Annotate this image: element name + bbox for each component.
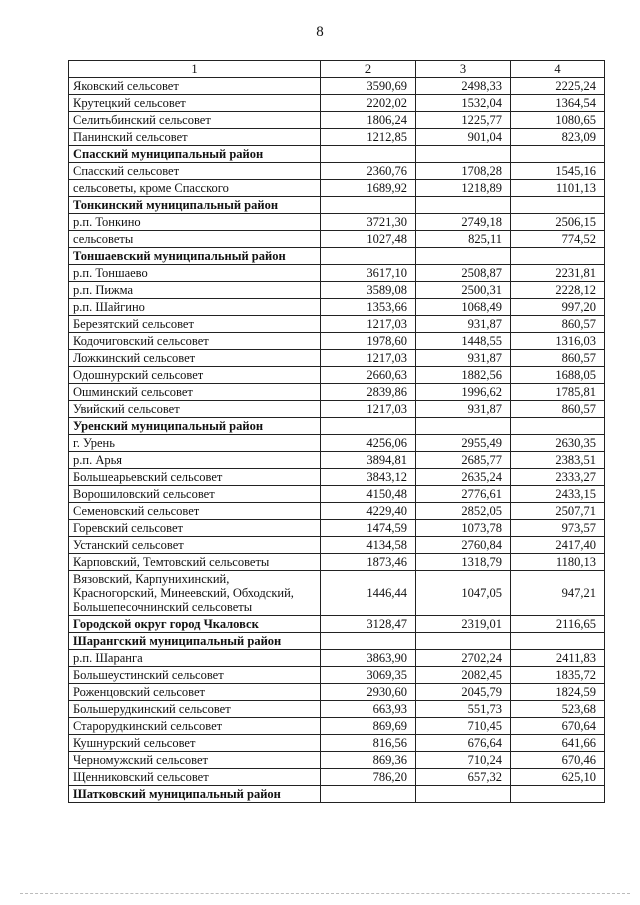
cell-name: Черномужский сельсовет — [69, 752, 321, 769]
cell-value-c3: 931,87 — [416, 316, 511, 333]
cell-value-c2: 2360,76 — [321, 163, 416, 180]
table-row — [69, 667, 605, 684]
cell-value-c4: 860,57 — [511, 401, 605, 418]
cell-value-c3: 710,45 — [416, 718, 511, 735]
cell-name: Яковский сельсовет — [69, 78, 321, 95]
table-row — [69, 486, 605, 503]
cell-value-c2: 3128,47 — [321, 616, 416, 633]
cell-value-c4: 2383,51 — [511, 452, 605, 469]
cell-value-c2: 1978,60 — [321, 333, 416, 350]
cell-value-c2: 3863,90 — [321, 650, 416, 667]
cell-value-c4: 823,09 — [511, 129, 605, 146]
cell-value-c2: 869,69 — [321, 718, 416, 735]
cell-value-c3: 2635,24 — [416, 469, 511, 486]
cell-value-c2: 1217,03 — [321, 316, 416, 333]
cell-name: р.п. Пижма — [69, 282, 321, 299]
cell-value-c2: 1212,85 — [321, 129, 416, 146]
cell-value-c2: 816,56 — [321, 735, 416, 752]
cell-value-c4: 1545,16 — [511, 163, 605, 180]
cell-value-c3: 1882,56 — [416, 367, 511, 384]
cell-value-c2: 4229,40 — [321, 503, 416, 520]
cell-name: Устанский сельсовет — [69, 537, 321, 554]
page-bottom-edge — [20, 893, 630, 894]
cell-value-c4: 1785,81 — [511, 384, 605, 401]
cell-name: Кодочиговский сельсовет — [69, 333, 321, 350]
table-row — [69, 316, 605, 333]
cell-name: Ошминский сельсовет — [69, 384, 321, 401]
table-row — [69, 735, 605, 752]
table-row — [69, 333, 605, 350]
table-row — [69, 684, 605, 701]
table-row — [69, 650, 605, 667]
cell-value-c4 — [511, 248, 605, 265]
cell-value-c2 — [321, 633, 416, 650]
cell-name: Березятский сельсовет — [69, 316, 321, 333]
cell-value-c3: 825,11 — [416, 231, 511, 248]
cell-value-c2: 2660,63 — [321, 367, 416, 384]
cell-value-c4: 641,66 — [511, 735, 605, 752]
table-row — [69, 769, 605, 786]
cell-value-c2: 1446,44 — [321, 571, 416, 616]
cell-value-c2: 4150,48 — [321, 486, 416, 503]
cell-name: Семеновский сельсовет — [69, 503, 321, 520]
cell-value-c2: 1873,46 — [321, 554, 416, 571]
cell-value-c4: 1364,54 — [511, 95, 605, 112]
table-row — [69, 384, 605, 401]
cell-value-c4: 1835,72 — [511, 667, 605, 684]
section-row — [69, 633, 605, 650]
cell-value-c3: 2500,31 — [416, 282, 511, 299]
cell-name: Горевский сельсовет — [69, 520, 321, 537]
cell-value-c4: 523,68 — [511, 701, 605, 718]
cell-name: сельсоветы — [69, 231, 321, 248]
cell-name: Кушнурский сельсовет — [69, 735, 321, 752]
table-row — [69, 350, 605, 367]
cell-name: Старорудкинский сельсовет — [69, 718, 321, 735]
cell-name: Спасский муниципальный район — [69, 146, 321, 163]
cell-value-c3: 2319,01 — [416, 616, 511, 633]
table-row — [69, 752, 605, 769]
table-row — [69, 231, 605, 248]
header-cell-2: 2 — [321, 61, 416, 78]
cell-value-c3: 2852,05 — [416, 503, 511, 520]
cell-name: Карповский, Темтовский сельсоветы — [69, 554, 321, 571]
cell-value-c4: 774,52 — [511, 231, 605, 248]
table-row — [69, 95, 605, 112]
cell-value-c2: 2839,86 — [321, 384, 416, 401]
cell-name: р.п. Тонкино — [69, 214, 321, 231]
cell-value-c4: 2228,12 — [511, 282, 605, 299]
section-row — [69, 786, 605, 803]
table-row — [69, 718, 605, 735]
cell-name: Ворошиловский сельсовет — [69, 486, 321, 503]
cell-name: р.п. Шайгино — [69, 299, 321, 316]
cell-value-c3: 2749,18 — [416, 214, 511, 231]
cell-value-c3: 901,04 — [416, 129, 511, 146]
cell-value-c2: 1217,03 — [321, 401, 416, 418]
cell-value-c3 — [416, 418, 511, 435]
cell-name: Большеустинский сельсовет — [69, 667, 321, 684]
cell-value-c2: 3589,08 — [321, 282, 416, 299]
cell-name: р.п. Арья — [69, 452, 321, 469]
cell-value-c3: 1448,55 — [416, 333, 511, 350]
cell-name: Роженцовский сельсовет — [69, 684, 321, 701]
table-row — [69, 78, 605, 95]
cell-value-c4 — [511, 146, 605, 163]
table-row — [69, 367, 605, 384]
cell-value-c3: 1532,04 — [416, 95, 511, 112]
cell-value-c3: 1047,05 — [416, 571, 511, 616]
cell-value-c4: 1080,65 — [511, 112, 605, 129]
header-cell-4: 4 — [511, 61, 605, 78]
cell-value-c4: 2630,35 — [511, 435, 605, 452]
section-row — [69, 418, 605, 435]
cell-value-c2 — [321, 146, 416, 163]
cell-value-c3: 2685,77 — [416, 452, 511, 469]
cell-value-c2 — [321, 786, 416, 803]
cell-value-c3 — [416, 197, 511, 214]
cell-value-c4: 2116,65 — [511, 616, 605, 633]
cell-value-c2: 786,20 — [321, 769, 416, 786]
cell-name: Шатковский муниципальный район — [69, 786, 321, 803]
table-row — [69, 701, 605, 718]
cell-name: р.п. Шаранга — [69, 650, 321, 667]
cell-value-c3: 2498,33 — [416, 78, 511, 95]
cell-value-c4: 997,20 — [511, 299, 605, 316]
cell-value-c2: 4256,06 — [321, 435, 416, 452]
cell-value-c3: 2082,45 — [416, 667, 511, 684]
cell-value-c4: 625,10 — [511, 769, 605, 786]
cell-value-c3: 710,24 — [416, 752, 511, 769]
table-row — [69, 469, 605, 486]
table-body — [69, 61, 605, 803]
table-row — [69, 571, 605, 616]
cell-value-c3: 2760,84 — [416, 537, 511, 554]
cell-value-c4: 2417,40 — [511, 537, 605, 554]
cell-value-c3 — [416, 248, 511, 265]
table-row — [69, 554, 605, 571]
cell-value-c3: 1996,62 — [416, 384, 511, 401]
cell-name: Большеарьевский сельсовет — [69, 469, 321, 486]
cell-name: Городской округ город Чкаловск — [69, 616, 321, 633]
cell-value-c3: 2776,61 — [416, 486, 511, 503]
table-row — [69, 452, 605, 469]
cell-value-c3: 2955,49 — [416, 435, 511, 452]
cell-value-c4 — [511, 418, 605, 435]
table-row — [69, 435, 605, 452]
cell-value-c4 — [511, 197, 605, 214]
cell-value-c4: 2411,83 — [511, 650, 605, 667]
cell-value-c2: 3721,30 — [321, 214, 416, 231]
cell-value-c2: 1689,92 — [321, 180, 416, 197]
table-row — [69, 265, 605, 282]
cell-name: Шарангский муниципальный район — [69, 633, 321, 650]
cell-name: Ложкинский сельсовет — [69, 350, 321, 367]
cell-name: г. Урень — [69, 435, 321, 452]
cell-value-c4: 1180,13 — [511, 554, 605, 571]
cell-value-c4: 2506,15 — [511, 214, 605, 231]
cell-value-c3: 551,73 — [416, 701, 511, 718]
cell-name: Щенниковский сельсовет — [69, 769, 321, 786]
table-row — [69, 299, 605, 316]
cell-value-c3: 1218,89 — [416, 180, 511, 197]
cell-value-c4: 1688,05 — [511, 367, 605, 384]
cell-value-c2: 3069,35 — [321, 667, 416, 684]
cell-value-c4: 947,21 — [511, 571, 605, 616]
cell-value-c2: 1806,24 — [321, 112, 416, 129]
cell-value-c4: 2333,27 — [511, 469, 605, 486]
cell-value-c4 — [511, 786, 605, 803]
cell-value-c3: 931,87 — [416, 350, 511, 367]
cell-name: р.п. Тоншаево — [69, 265, 321, 282]
cell-value-c3: 676,64 — [416, 735, 511, 752]
cell-value-c2: 3590,69 — [321, 78, 416, 95]
table-row — [69, 503, 605, 520]
table-row — [69, 112, 605, 129]
cell-value-c2: 1474,59 — [321, 520, 416, 537]
cell-value-c2: 663,93 — [321, 701, 416, 718]
cell-value-c2: 1027,48 — [321, 231, 416, 248]
header-cell-3: 3 — [416, 61, 511, 78]
cell-name: Уренский муниципальный район — [69, 418, 321, 435]
cell-value-c2: 869,36 — [321, 752, 416, 769]
cell-name: Панинский сельсовет — [69, 129, 321, 146]
cell-value-c4: 670,46 — [511, 752, 605, 769]
cell-value-c4: 1101,13 — [511, 180, 605, 197]
cell-value-c4: 2225,24 — [511, 78, 605, 95]
cell-value-c3 — [416, 786, 511, 803]
cell-name: Тоншаевский муниципальный район — [69, 248, 321, 265]
cell-value-c3: 2508,87 — [416, 265, 511, 282]
cell-value-c3 — [416, 146, 511, 163]
cell-name: Большерудкинский сельсовет — [69, 701, 321, 718]
cell-value-c3: 1225,77 — [416, 112, 511, 129]
cell-value-c3: 1318,79 — [416, 554, 511, 571]
table-row — [69, 537, 605, 554]
cell-name: Спасский сельсовет — [69, 163, 321, 180]
cell-value-c3 — [416, 633, 511, 650]
cell-value-c2 — [321, 418, 416, 435]
table-row — [69, 214, 605, 231]
section-row — [69, 248, 605, 265]
header-cell-1: 1 — [69, 61, 321, 78]
cell-name: Селитьбинский сельсовет — [69, 112, 321, 129]
cell-name: сельсоветы, кроме Спасского — [69, 180, 321, 197]
table-row — [69, 401, 605, 418]
cell-value-c2: 2202,02 — [321, 95, 416, 112]
cell-value-c2: 2930,60 — [321, 684, 416, 701]
cell-value-c4: 1316,03 — [511, 333, 605, 350]
cell-name: Тонкинский муниципальный район — [69, 197, 321, 214]
cell-value-c3: 657,32 — [416, 769, 511, 786]
cell-value-c2: 4134,58 — [321, 537, 416, 554]
cell-value-c4: 670,64 — [511, 718, 605, 735]
cell-value-c4: 973,57 — [511, 520, 605, 537]
cell-name: Одошнурский сельсовет — [69, 367, 321, 384]
cell-value-c2: 3617,10 — [321, 265, 416, 282]
cell-value-c4: 860,57 — [511, 316, 605, 333]
cell-value-c4: 2231,81 — [511, 265, 605, 282]
cell-value-c3: 2045,79 — [416, 684, 511, 701]
table-row — [69, 616, 605, 633]
table-row — [69, 520, 605, 537]
cell-value-c3: 931,87 — [416, 401, 511, 418]
cell-name: Крутецкий сельсовет — [69, 95, 321, 112]
cell-value-c2: 1353,66 — [321, 299, 416, 316]
tariff-table — [68, 60, 605, 803]
cell-value-c4: 860,57 — [511, 350, 605, 367]
section-row — [69, 197, 605, 214]
table-row — [69, 180, 605, 197]
cell-value-c2 — [321, 248, 416, 265]
page-number: 8 — [316, 24, 324, 40]
table-row — [69, 129, 605, 146]
cell-value-c4: 2433,15 — [511, 486, 605, 503]
cell-value-c3: 2702,24 — [416, 650, 511, 667]
cell-value-c3: 1708,28 — [416, 163, 511, 180]
cell-value-c3: 1073,78 — [416, 520, 511, 537]
cell-value-c2: 3894,81 — [321, 452, 416, 469]
cell-value-c4: 2507,71 — [511, 503, 605, 520]
cell-name: Увийский сельсовет — [69, 401, 321, 418]
cell-value-c4 — [511, 633, 605, 650]
cell-value-c3: 1068,49 — [416, 299, 511, 316]
cell-value-c2: 3843,12 — [321, 469, 416, 486]
cell-value-c2: 1217,03 — [321, 350, 416, 367]
cell-value-c4: 1824,59 — [511, 684, 605, 701]
table-row — [69, 163, 605, 180]
section-row — [69, 146, 605, 163]
cell-name: Вязовский, Карпунихинский, Красногорский, Минеевский, Обходский, Большепесочнинский сельсоветы — [69, 571, 321, 616]
table-row — [69, 282, 605, 299]
cell-value-c2 — [321, 197, 416, 214]
header-row — [69, 61, 605, 78]
